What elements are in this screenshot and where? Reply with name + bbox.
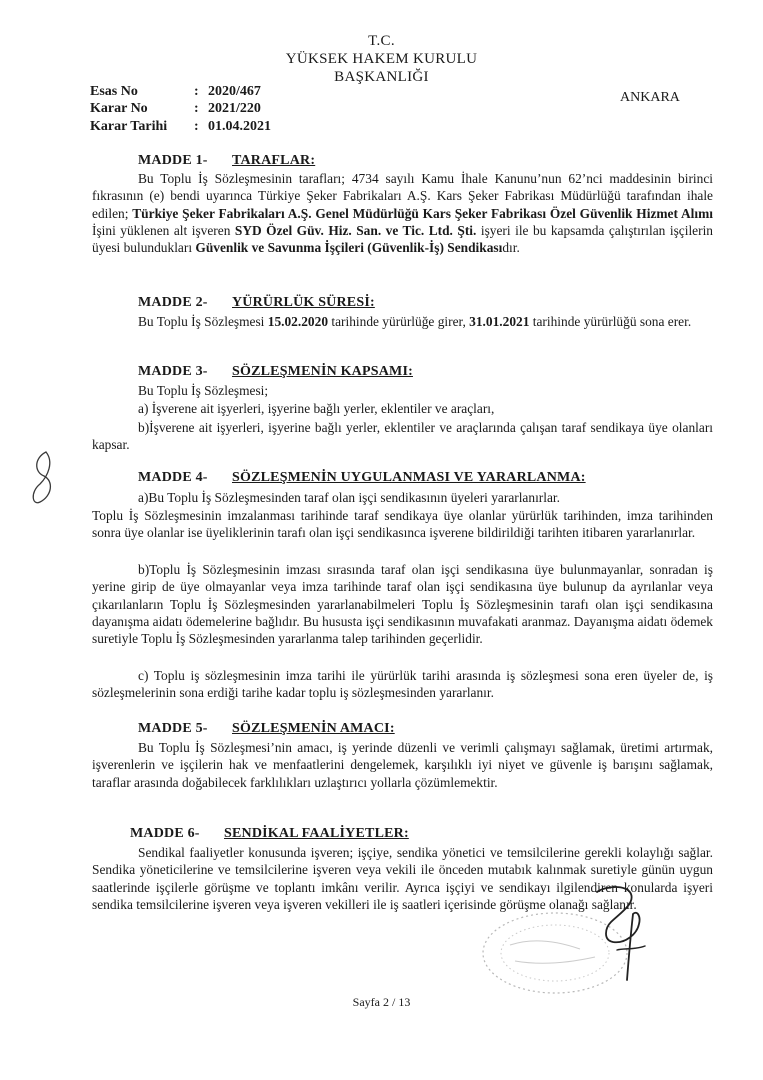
madde-number: MADDE 6- [130,826,200,841]
madde-1-text [92,170,713,256]
meta-value: 01.04.2021 [208,119,271,134]
madde-title: SENDİKAL FAALİYETLER: [224,826,409,841]
header-institution: YÜKSEK HAKEM KURULU [285,51,478,67]
meta-row-karar [90,101,310,119]
bold-run: 31.01.2021 [469,314,530,329]
madde-number: MADDE 5- [138,721,208,736]
madde-2-text [92,313,713,330]
meta-row-tarih [90,119,310,137]
text-run: tarihinde yürürlüğü sona erer. [529,314,692,329]
bold-run: 15.02.2020 [267,314,329,329]
madde-1-heading [138,153,315,169]
madde-5-heading [138,721,395,737]
case-meta [90,84,310,138]
madde-5-text: Bu Toplu İş Sözleşmesi’nin amacı, iş yerinde düzenli ve verimli çalışmayı sağlamak, üretimi artırmak, işverenlerin ve işçilerin hak ve menfaatlerini dengelemek, karşılıklı iyi niyet ve güvenle iş barışını sağlamak, taraflar arasında doğabilecek farklılıkları uzlaştırıcı yollarla çözümlemektir. [92,740,713,790]
text-run: tarihinde yürürlüğe girer, [328,314,470,329]
madde-2-heading [138,295,375,311]
bold-run: SYD Özel Güv. Hiz. San. ve Tic. Ltd. Şti. [234,222,477,238]
text-run: işyeri ile bu kapsamda çalıştırılan işçilerin üyesi bulundukları [92,222,713,256]
meta-sep: : [194,119,199,134]
madde-4-c-text: c) Toplu iş sözleşmesinin imza tarihi ile yürürlük tarihi arasında iş sözleşmesi sona eren üyeler de, iş sözleşmelerinin sona erdiği tarihe kadar toplu iş sözleşmesinden yararlanır. [92,668,713,701]
madde-title: SÖZLEŞMENİN KAPSAMI: [232,364,413,379]
page-number: Sayfa 2 / 13 [352,995,411,1009]
madde-3-heading [138,364,413,380]
madde-title: SÖZLEŞMENİN UYGULANMASI VE YARARLANMA: [232,470,586,485]
madde-number: MADDE 1- [138,153,208,168]
meta-value: 2020/467 [208,84,261,99]
madde-6-heading [130,826,409,842]
madde-4-a-intro: a)Bu Toplu İş Sözleşmesinden taraf olan işçi sendikasının üyeleri yararlanırlar. [138,490,560,505]
meta-value: 2021/220 [208,101,261,116]
madde-6-text: Sendikal faaliyetler konusunda işveren; işçiye, sendika yönetici ve temsilcilerine gerekli kolaylığı sağlar. Sendika yöneticilerine ve temsilcilerine işveren veya vekili ile önceden mutabık kalınmak suretiyle günün uygun saatlerinde işçilerle görüşme ve toplantı imkânı verilir. Ayrıca işçiyi ve sendikayı ilgilendiren konularda işyeri sendika temsilcilerine işveren veya işveren vekilleri ile iş saatleri içerisinde görüşme olanağı sağlanır. [92,845,713,912]
madde-3-line-3: b)İşverene ait işyerleri, işyerine bağlı yerler, eklentiler ve araçlarında çalışan taraf sendikaya üye olanları kapsar. [92,420,713,453]
madde-title: SÖZLEŞMENİN AMACI: [232,721,395,736]
madde-number: MADDE 2- [138,295,208,310]
bold-run: Güvenlik ve Savunma İşçileri (Güvenlik-İş) Sendikası [195,240,503,256]
madde-number: MADDE 4- [138,470,208,485]
city-label: ANKARA [620,90,680,105]
madde-4-heading [138,470,586,486]
text-run: Bu Toplu İş Sözleşmesinin tarafları; 4734 sayılı Kamu İhale Kanunu’nun 62’nci maddesinin birinci fıkrasının (e) bendi uyarınca Türkiye Şeker Fabrikaları A.Ş. Kars Şeker Fabrikası Müdürlüğü tarafından ihale edilen; [92,171,713,221]
header-presidency: BAŞKANLIĞI [334,69,429,85]
meta-key: Karar No [90,101,148,116]
margin-handwritten-mark [28,448,58,508]
madde-number: MADDE 3- [138,364,208,379]
meta-key: Esas No [90,84,138,99]
madde-4-b-text: b)Toplu İş Sözleşmesinin imzası sırasında taraf olan işçi sendikasına üye bulunmayanlar, sonradan iş yerine girip de üye olmayanlar veya imza tarihinde taraf olan işçi sendikasına üye bulunup da ayrılanlar veya çıkarılanların Toplu İş Sözleşmesinden yararlanabilmeleri Toplu İş Sözleşmesinin tarafı olan işçi sendikasına dayanışma aidatı ödemelerine bağlıdır. Bu hususta işçi sendikasının muvafakati aranmaz. Dayanışma aidatı ödemek suretiyle Toplu İş Sözleşmesinden yararlanma talep tarihinden geçerlidir. [92,562,713,647]
madde-title: TARAFLAR: [232,153,316,168]
text-run: dır. [502,240,520,256]
madde-3-line-2: a) İşverene ait işyerleri, işyerine bağlı yerler, eklentiler ve araçları, [138,401,495,416]
madde-4-a-text: Toplu İş Sözleşmesinin imzalanması tarihinde taraf sendikaya üye olanlar yürürlük tarihinden, imza tarihinden sonra üye olanlar ise üyeliklerinin tarafı olan işçi sendikasınca işverene bildirildiği tarihten itibaren yararlanırlar. [92,508,713,541]
meta-row-esas [90,84,310,102]
handwritten-signature [575,880,665,990]
meta-key: Karar Tarihi [90,119,168,134]
text-run: Bu Toplu İş Sözleşmesi [138,314,268,329]
madde-3-line-1: Bu Toplu İş Sözleşmesi; [138,383,269,398]
madde-title: YÜRÜRLÜK SÜRESİ: [232,295,375,310]
text-run: İşini yüklenen alt işveren [92,222,235,238]
meta-sep: : [194,101,199,116]
meta-sep: : [194,84,199,99]
header-tc: T.C. [368,33,395,49]
bold-run: Türkiye Şeker Fabrikaları A.Ş. Genel Müdürlüğü Kars Şeker Fabrikası Özel Güvenlik Hizmet Alımı [132,205,713,221]
